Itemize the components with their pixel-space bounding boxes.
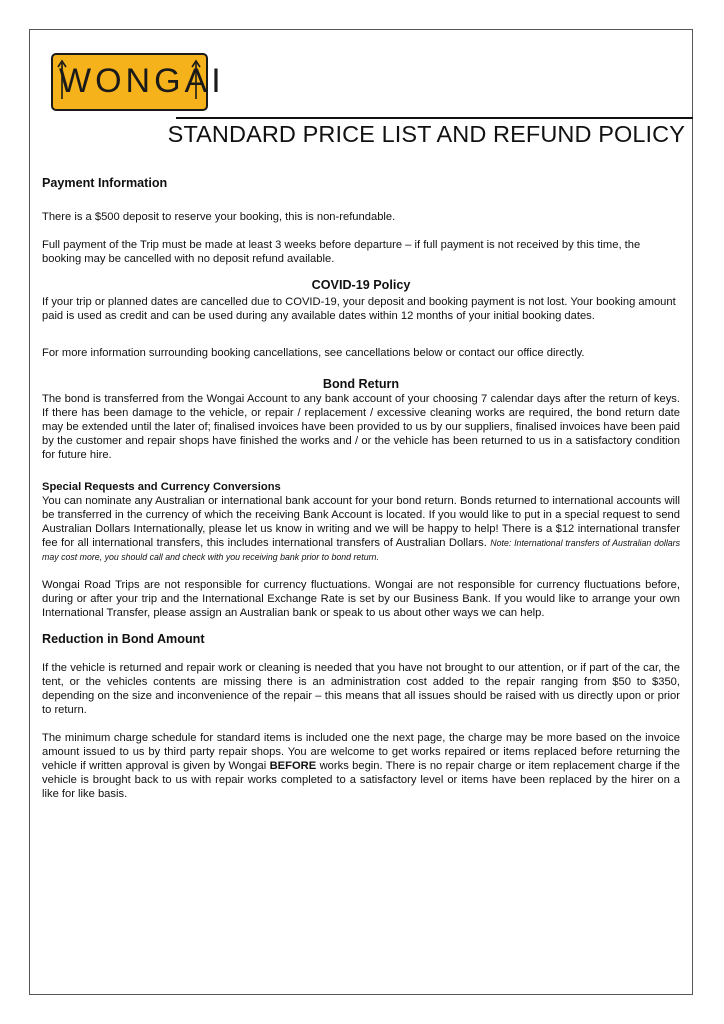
special-requests-body: You can nominate any Australian or international bank account for your bond return. Bonds returned to international accounts will be transferred in the currency of which the receiving Bank Account is located. If you would like to put in a special request to send Australian Dollars Internationally, please let us know in writing and we will be happy to help! There is a $12 international transfer fee for all international transfers, this includes international transfers of Australian Dollars. [42,495,680,549]
covid-text: If your trip or planned dates are cancelled due to COVID-19, your deposit and booking payment is not lost. Your booking amount paid is used as credit and can be used during any available dates within 12 months of your initial booking dates. [42,296,676,322]
header-rule [176,117,693,119]
logo-wordmark: WONGAI [59,62,225,100]
payment-deposit-text: There is a $500 deposit to reserve your booking, this is non-refundable. [42,211,396,223]
bond-text: The bond is transferred from the Wongai Account to any bank account of your choosing 7 calendar days after the return of keys. If there has been damage to the vehicle, or repair / replacement / excessive cleaning works are required, the bond return date may be extended until the later of; finalised invoices have been provided to us by our suppliers, finalised invoices have been paid by the customer and repair shops have finished the works and / or the vehicle has been returned to us in a satisfactory condition for future hire. [42,393,680,461]
payment-full-text: Full payment of the Trip must be made at least 3 weeks before departure – if full payment is not received by this time, the booking may be cancelled with no deposit refund available. [42,239,641,265]
reduction-schedule-text [42,731,680,801]
reduction-heading: Reduction in Bond Amount [42,632,205,646]
special-requests-text [42,494,680,564]
currency-text: Wongai Road Trips are not responsible for currency fluctuations. Wongai are not responsible for currency fluctuations before, during or after your trip and the International Exchange Rate is set by our Business Bank. If you would like to arrange your own International Transfer, please assign an Australian bank or speak to us about other ways we can help. [42,579,680,619]
before-emphasis: BEFORE [269,760,317,772]
special-requests-heading: Special Requests and Currency Conversions [42,481,281,493]
covid-heading: COVID-19 Policy [311,278,411,292]
reduction-schedule-body: The minimum charge schedule for standard items is included one the next page, the charge may be more based on the invoice amount issued to us by third party repair shops. You are welcome to get works repaired or items replaced before returning the vehicle if written approval is given by Wongai [42,732,680,772]
wongai-logo [51,53,225,111]
reduction-admin-text: If the vehicle is returned and repair work or cleaning is needed that you have not brought to our attention, or if part of the car, the tent, or the vehicles contents are missing there is an administration cost added to the repair ranging from $50 to $350, depending on the size and inconvenience of the repair – this means that all issues should be raised with us directly upon or prior to return. [42,662,680,716]
payment-heading: Payment Information [42,176,168,190]
covid-more-info-text: For more information surrounding booking cancellations, see cancellations below or contact our office directly. [42,347,585,359]
document-body [42,176,680,801]
reduction-schedule-body-end: works begin. There is no repair charge or item replacement charge if the vehicle is brought back to us with repair works completed to a satisfactory level or items have been replaced by the hirer on a like for like basis. [42,760,680,800]
page-title: STANDARD PRICE LIST AND REFUND POLICY [167,121,685,147]
special-requests-note: Note: International transfers of Australian dollars may cost more, you should call and check with you receiving bank prior to bond return. [42,538,680,562]
bond-heading: Bond Return [322,377,400,391]
